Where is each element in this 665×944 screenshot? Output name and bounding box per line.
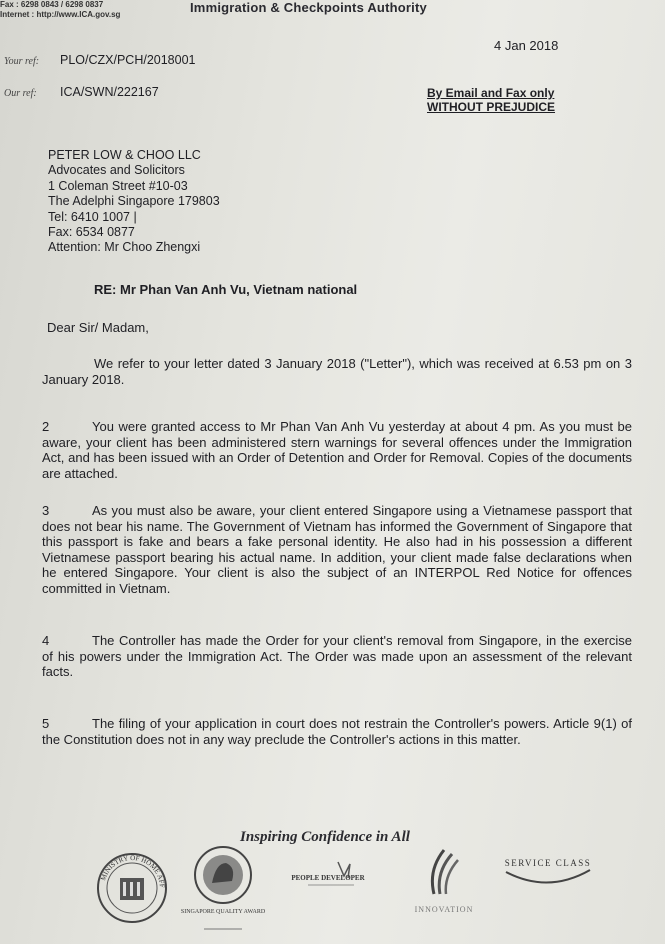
paragraph-2 — [42, 419, 632, 481]
addressee-line: Attention: Mr Choo Zhengxi — [48, 240, 201, 255]
paragraph-text: As you must also be aware, your client entered Singapore using a Vietnamese passport that does not bear his name. The Government of Vietnam has informed the Government of Singapore that this passport is fake and bears a fake personal identity. He also had in his possession a different Vietnamese passport bearing his actual name. In addition, your client made false declarations when he entered Singapore. Your client is also the subject of an INTERPOL Red Notice for offences committed in Vietnam. — [42, 503, 632, 596]
paragraph-3 — [42, 503, 632, 597]
paragraph-4 — [42, 633, 632, 680]
our-ref: ICA/SWN/222167 — [60, 85, 159, 99]
your-ref: PLO/CZX/PCH/2018001 — [60, 53, 196, 67]
your-ref-label: Your ref: — [4, 56, 40, 67]
delivery-mode — [427, 86, 555, 114]
addressee-line: 1 Coleman Street #10-03 — [48, 178, 188, 193]
quality-award-lion-icon — [180, 845, 266, 937]
internet-line: Internet : http://www.ICA.gov.sg — [0, 10, 121, 19]
paragraph-number: 4 — [42, 633, 50, 648]
logo-caption: PEOPLE DEVELOPER — [291, 874, 365, 882]
prejudice-line: WITHOUT PREJUDICE — [427, 100, 556, 114]
subject-line: RE: Mr Phan Van Anh Vu, Vietnam national — [94, 282, 358, 297]
addressee-block — [48, 148, 220, 256]
salutation: Dear Sir/ Madam, — [47, 320, 149, 335]
paragraph-5 — [42, 716, 632, 747]
paragraph-text: We refer to your letter dated 3 January 2018 ("Letter"), which was received at 6.53 pm on 3 January 2018. — [42, 356, 632, 387]
paragraph-number: 3 — [42, 503, 50, 518]
paragraph-1 — [42, 356, 632, 387]
addressee-line: Tel: 6410 1007 | — [48, 209, 137, 224]
logo-caption: SINGAPORE QUALITY AWARD — [180, 909, 266, 915]
innovation-icon — [404, 844, 486, 920]
letter-date: 4 Jan 2018 — [494, 38, 559, 53]
service-class-icon — [500, 848, 596, 892]
paragraph-text: The Controller has made the Order for your client's removal from Singapore, in the exercise of his powers under the Immigration Act. The Order was made upon an assessment of the relevant facts. — [42, 633, 632, 680]
logo-caption: SERVICE CLASS — [504, 858, 592, 868]
footer-tagline: Inspiring Confidence in All — [240, 829, 410, 845]
agency-name: Immigration & Checkpoints Authority — [190, 0, 427, 15]
our-ref-label: Our ref: — [4, 88, 37, 99]
addressee-line: Advocates and Solicitors — [48, 163, 185, 178]
paragraph-number: 5 — [42, 716, 50, 731]
logo-caption: INNOVATION — [414, 905, 474, 914]
addressee-line: The Adelphi Singapore 179803 — [48, 194, 220, 209]
paragraph-text: You were granted access to Mr Phan Van Anh Vu yesterday at about 4 pm. As you must be aware, your client has been administered stern warnings for several offences under the Immigration Act, and has been issued with an Order of Detention and Order for Removal. Copies of the documents are attached. — [42, 419, 632, 481]
fax-line: Fax : 6298 0843 / 6298 0837 — [0, 0, 104, 9]
addressee-line: Fax: 6534 0877 — [48, 225, 135, 240]
people-developer-icon — [278, 858, 378, 894]
paragraph-number: 2 — [42, 419, 50, 434]
logo-caption: MINISTRY OF HOME AFF — [99, 853, 167, 888]
ministry-home-affairs-crest-icon — [96, 852, 168, 924]
addressee-line: PETER LOW & CHOO LLC — [48, 148, 201, 162]
delivery-line: By Email and Fax only — [427, 86, 555, 100]
paragraph-text: The filing of your application in court does not restrain the Controller's powers. Article 9(1) of the Constitution does not in any way preclude the Controller's actions in this matter. — [42, 716, 632, 747]
